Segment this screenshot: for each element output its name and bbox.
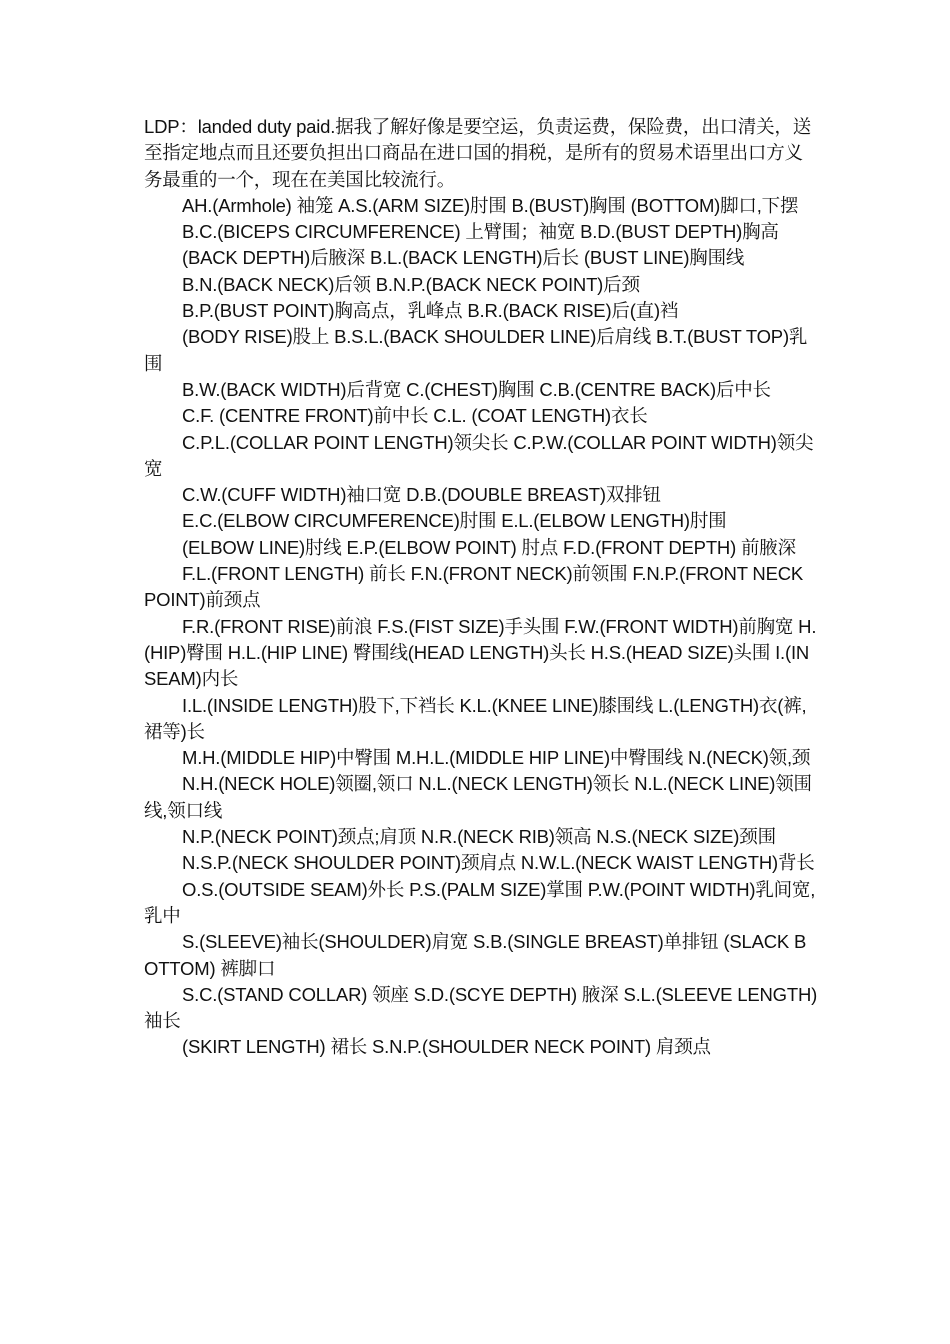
term-paragraph: I.L.(INSIDE LENGTH)股下,下裆长 K.L.(KNEE LINE)膝围线 L.(LENGTH)衣(裤,裙等)长 bbox=[144, 694, 807, 742]
term-paragraph: S.C.(STAND COLLAR) 领座 S.D.(SCYE DEPTH) 腋深 S.L.(SLEEVE LENGTH)袖长 bbox=[144, 983, 818, 1032]
term-paragraph: B.C.(BICEPS CIRCUMFERENCE) 上臂围；袖宽 B.D.(BUST DEPTH)胸高 bbox=[182, 221, 779, 243]
term-paragraph: O.S.(OUTSIDE SEAM)外长 P.S.(PALM SIZE)掌围 P.W.(POINT WIDTH)乳间宽,乳中 bbox=[144, 878, 816, 926]
term-paragraph: E.C.(ELBOW CIRCUMFERENCE)肘围 E.L.(ELBOW LENGTH)肘围 bbox=[182, 510, 727, 532]
term-paragraph: B.W.(BACK WIDTH)后背宽 C.(CHEST)胸围 C.B.(CENTRE BACK)后中长 bbox=[182, 378, 771, 400]
term-paragraph: N.H.(NECK HOLE)领圈,领口 N.L.(NECK LENGTH)领长 N.L.(NECK LINE)领围线,领口线 bbox=[144, 773, 812, 821]
term-paragraph: N.S.P.(NECK SHOULDER POINT)颈肩点 N.W.L.(NECK WAIST LENGTH)背长 bbox=[182, 852, 815, 874]
term-paragraph: B.N.(BACK NECK)后领 B.N.P.(BACK NECK POINT)后颈 bbox=[182, 273, 640, 295]
term-paragraph: AH.(Armhole) 袖笼 A.S.(ARM SIZE)肘围 B.(BUST)胸围 (BOTTOM)脚口,下摆 bbox=[182, 194, 799, 216]
term-paragraph: (SKIRT LENGTH) 裙长 S.N.P.(SHOULDER NECK POINT) 肩颈点 bbox=[182, 1036, 711, 1058]
term-paragraph: (BODY RISE)股上 B.S.L.(BACK SHOULDER LINE)后肩线 B.T.(BUST TOP)乳围 bbox=[144, 326, 808, 374]
term-paragraph: (BACK DEPTH)后腋深 B.L.(BACK LENGTH)后长 (BUST LINE)胸围线 bbox=[182, 247, 745, 269]
intro-paragraph: LDP：landed duty paid.据我了解好像是要空运，负责运费，保险费，出口清关，送至指定地点而且还要负担出口商品在进口国的捐税，是所有的贸易术语里出口方义务最重的一个，现在在美国比较流行。 bbox=[144, 116, 812, 190]
term-paragraph: C.W.(CUFF WIDTH)袖口宽 D.B.(DOUBLE BREAST)双排钮 bbox=[182, 484, 661, 506]
term-paragraph: C.P.L.(COLLAR POINT LENGTH)领尖长 C.P.W.(COLLAR POINT WIDTH)领尖宽 bbox=[144, 431, 814, 479]
term-paragraph: S.(SLEEVE)袖长(SHOULDER)肩宽 S.B.(SINGLE BREAST)单排钮 (SLACK BOTTOM) 裤脚口 bbox=[144, 931, 807, 979]
term-paragraph: F.L.(FRONT LENGTH) 前长 F.N.(FRONT NECK)前领围 F.N.P.(FRONT NECK POINT)前颈点 bbox=[144, 563, 804, 611]
term-paragraph: C.F. (CENTRE FRONT)前中长 C.L. (COAT LENGTH)衣长 bbox=[182, 405, 648, 427]
term-paragraph: B.P.(BUST POINT)胸高点，乳峰点 B.R.(BACK RISE)后(直)裆 bbox=[182, 300, 679, 322]
term-paragraph: F.R.(FRONT RISE)前浪 F.S.(FIST SIZE)手头围 F.W.(FRONT WIDTH)前胸宽 H.(HIP)臀围 H.L.(HIP LINE) 臀围线(HEAD LENGTH)头长 H.S.(HEAD SIZE)头围 I.(INSEAM)内长 bbox=[144, 615, 817, 690]
term-paragraph: N.P.(NECK POINT)颈点;肩顶 N.R.(NECK RIB)领高 N.S.(NECK SIZE)颈围 bbox=[182, 826, 776, 848]
term-paragraph: (ELBOW LINE)肘线 E.P.(ELBOW POINT) 肘点 F.D.(FRONT DEPTH) 前腋深 bbox=[182, 536, 796, 558]
term-paragraph: M.H.(MIDDLE HIP)中臀围 M.H.L.(MIDDLE HIP LINE)中臀围线 N.(NECK)领,颈 bbox=[182, 747, 811, 769]
document-body bbox=[144, 114, 820, 1061]
